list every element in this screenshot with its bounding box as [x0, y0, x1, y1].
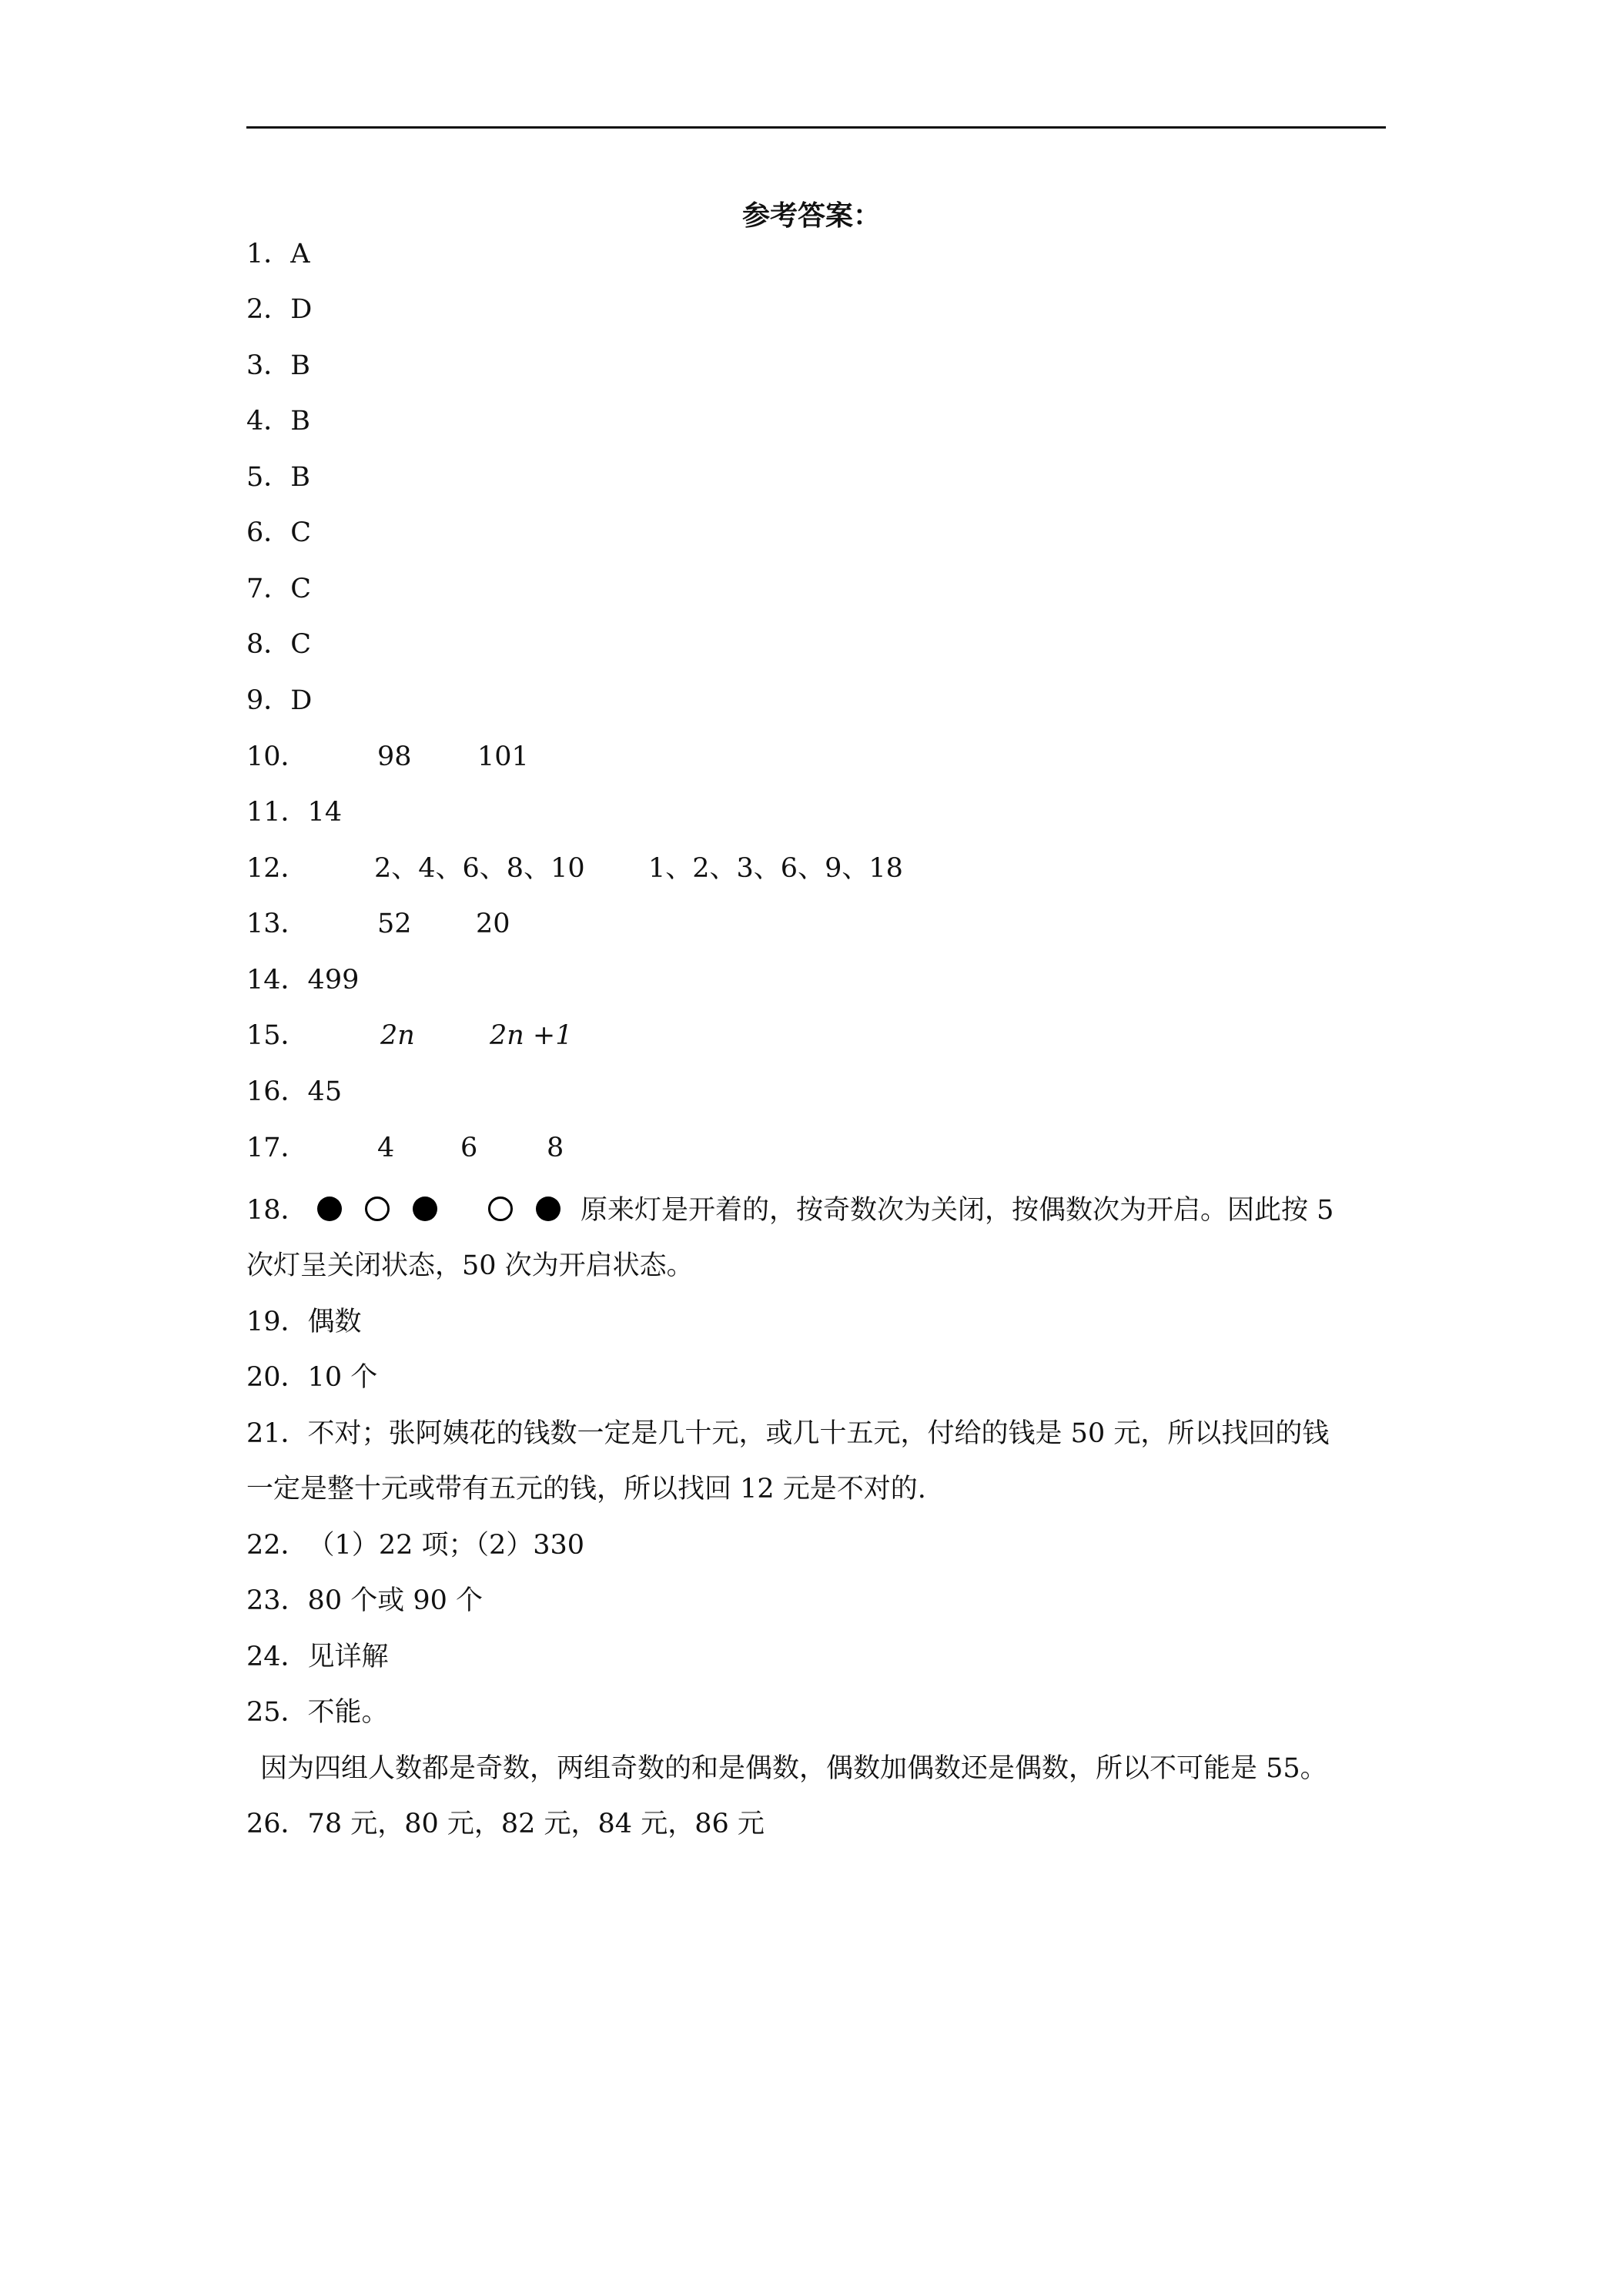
blank-answer: 98 — [377, 741, 412, 772]
answer-number: 3． — [246, 350, 291, 381]
blank-answer: 6 — [460, 1133, 478, 1163]
answer-7 — [246, 571, 1394, 607]
blank-answer: 4 — [377, 1133, 395, 1163]
answer-text: 不对；张阿姨花的钱数一定是几十元，或几十五元，付给的钱是 50 元，所以找回的钱 — [307, 1418, 1330, 1449]
light-off-icon — [488, 1197, 513, 1221]
answer-number: 26． — [246, 1809, 308, 1839]
answer-number: 14． — [246, 965, 308, 996]
answer-1 — [246, 236, 1394, 273]
answer-11 — [246, 794, 1394, 831]
answer-26 — [246, 1806, 1394, 1842]
answer-21-continued: 一定是整十元或带有五元的钱，所以找回 12 元是不对的. — [246, 1474, 926, 1504]
light-on-icon — [413, 1197, 437, 1221]
answer-number: 18． — [246, 1195, 308, 1226]
answer-text: 499 — [307, 965, 360, 996]
answer-2 — [246, 291, 1394, 328]
answer-text: （1）22 项；（2）330 — [307, 1530, 585, 1561]
answer-number: 4． — [246, 406, 291, 437]
answer-number: 6． — [246, 517, 291, 548]
answer-number: 15． — [246, 1020, 308, 1051]
answer-18 — [246, 1192, 1394, 1229]
answer-25-explanation: 因为四组人数都是奇数，两组奇数的和是偶数，偶数加偶数还是偶数，所以不可能是 55。 — [260, 1753, 1327, 1784]
light-off-icon — [365, 1197, 390, 1221]
answer-8 — [246, 626, 1394, 663]
answer-number: 17． — [246, 1133, 308, 1163]
answer-10 — [246, 738, 1394, 775]
answer-text: 原来灯是开着的，按奇数次为关闭，按偶数次为开启。因此按 5 — [581, 1195, 1334, 1226]
answer-number: 1． — [246, 239, 291, 269]
answer-number: 16． — [246, 1076, 308, 1107]
answer-text: C — [290, 574, 312, 604]
answer-number: 11． — [246, 797, 308, 828]
answer-text: D — [290, 294, 313, 325]
answer-12 — [246, 850, 1394, 887]
answer-text: B — [290, 462, 311, 493]
blank-answer: 8 — [547, 1133, 564, 1163]
math-expression: 2n +1 — [490, 1020, 573, 1051]
answer-23 — [246, 1582, 1394, 1619]
answer-22 — [246, 1527, 1394, 1564]
light-on-icon — [317, 1197, 342, 1221]
answer-text: 78 元，80 元，82 元，84 元，86 元 — [307, 1809, 765, 1839]
answer-number: 21． — [246, 1418, 308, 1449]
answer-6 — [246, 514, 1394, 551]
answer-17 — [246, 1130, 1394, 1166]
answer-text: 10 个 — [307, 1362, 378, 1393]
answer-text: B — [290, 406, 311, 437]
answer-21 — [246, 1415, 1394, 1452]
answer-4 — [246, 403, 1394, 440]
answer-24 — [246, 1638, 1394, 1675]
answer-16 — [246, 1073, 1394, 1110]
answer-25 — [246, 1694, 1394, 1731]
answer-text: A — [290, 239, 310, 269]
answer-number: 25． — [246, 1697, 308, 1728]
answer-18-continued: 次灯呈关闭状态，50 次为开启状态。 — [246, 1250, 694, 1281]
answer-number: 23． — [246, 1585, 308, 1616]
answer-number: 19． — [246, 1307, 308, 1337]
answer-number: 12． — [246, 853, 308, 884]
answer-3 — [246, 347, 1394, 384]
answer-number: 9． — [246, 685, 291, 716]
answer-number: 20． — [246, 1362, 308, 1393]
answer-5 — [246, 459, 1394, 496]
answer-text: B — [290, 350, 311, 381]
blank-answer: 20 — [476, 909, 510, 939]
blank-answer: 52 — [377, 909, 412, 939]
answer-number: 2． — [246, 294, 291, 325]
blank-answer: 101 — [477, 741, 529, 772]
answer-number: 22． — [246, 1530, 308, 1561]
light-on-icon — [536, 1197, 561, 1221]
answer-20 — [246, 1359, 1394, 1396]
answer-text: 14 — [307, 797, 343, 828]
answer-number: 7． — [246, 574, 291, 604]
answer-19 — [246, 1304, 1394, 1340]
answer-number: 5． — [246, 462, 291, 493]
answer-9 — [246, 682, 1394, 719]
answer-text: 偶数 — [307, 1307, 362, 1337]
answer-15 — [246, 1017, 1394, 1054]
answer-number: 10． — [246, 741, 308, 772]
header-rule — [246, 126, 1386, 129]
answer-text: 不能。 — [307, 1697, 389, 1728]
answer-text: C — [290, 629, 312, 660]
answer-number: 8． — [246, 629, 291, 660]
answer-number: 13． — [246, 909, 308, 939]
answer-text: C — [290, 517, 312, 548]
answer-text: 80 个或 90 个 — [307, 1585, 483, 1616]
answer-text: D — [290, 685, 313, 716]
answer-number: 24． — [246, 1642, 308, 1672]
blank-answer: 1、2、3、6、9、18 — [648, 853, 903, 884]
answer-14 — [246, 962, 1394, 999]
math-expression: 2n — [380, 1020, 415, 1051]
answer-13 — [246, 905, 1394, 942]
answer-text: 见详解 — [307, 1642, 389, 1672]
answer-text: 45 — [307, 1076, 343, 1107]
blank-answer: 2、4、6、8、10 — [374, 853, 585, 884]
page-title: 参考答案： — [741, 199, 881, 232]
